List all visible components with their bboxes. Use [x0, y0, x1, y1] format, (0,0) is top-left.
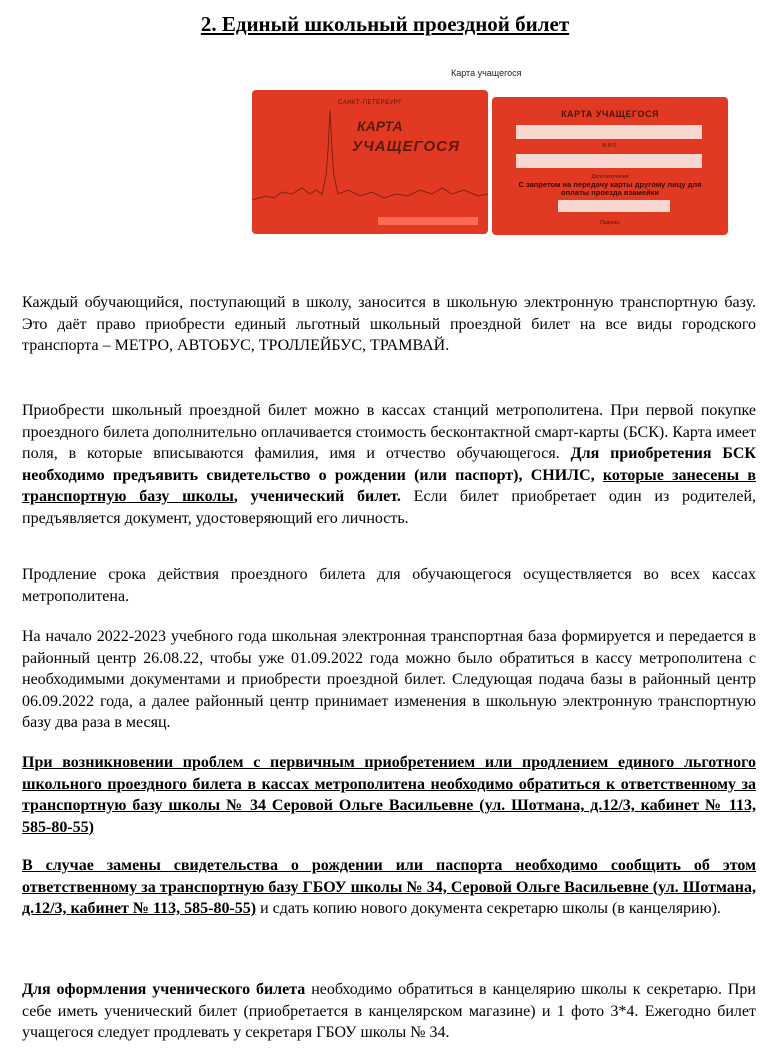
- document-change-instruction: и сдать копию нового документа секретарю школы (в канцелярию).: [256, 900, 721, 917]
- card-name-field: [516, 125, 702, 139]
- document-change-contact: В случае замены свидетельства о рождении или паспорта необходимо сообщить об этом ответственному за транспортную базу ГБОУ школы № 34, Серовой Ольге Васильевне (ул. Шотмана, д.12/3, кабинет № 113, 585-80-55): [22, 857, 756, 917]
- student-card-back-image: [492, 97, 728, 235]
- student-id-instruction: необходимо обратиться в канцелярию школы к секретарю. При себе иметь ученический билет (приобретается в канцелярском магазине) и 1 фото 3*4. Ежегодно билет учащегося следует продлевать у секретаря ГБОУ школы № 34.: [22, 981, 756, 1041]
- purchase-student-id: , ученический билет.: [233, 488, 401, 505]
- paragraph-problems-contact: При возникновении проблем с первичным приобретением или продлением единого льготного школьного проездного билета в кассах метрополитена необходимо обратиться к ответственному за транспортную базу школы № 34 Серовой Ольге Васильевне (ул. Шотмана, д.12/3, кабинет № 113, 585-80-55): [22, 754, 756, 836]
- paragraph-student-id: [22, 979, 756, 1044]
- purchase-text-intro: Приобрести школьный проездной билет можно в кассах станций метрополитена. При первой покупке проездного билета дополнительно оплачивается стоимость бесконтактной смарт-карты (БСК). Карта имеет поля, в которые вписываются фамилия, имя и отчество обучающегося.: [22, 402, 756, 462]
- card-date-field: [516, 154, 702, 168]
- paragraph-schedule: На начало 2022-2023 учебного года школьная электронная транспортная база формируется и передается в районный центр 26.08.22, чтобы уже 01.09.2022 года можно было обратиться в кассу метрополитена с необходимыми документами и приобрести проездной билет. Следующая подача базы в районный центр 06.09.2022 года, а далее районный центр принимает изменения в школьную электронную транспортную базу два раза в месяц.: [22, 628, 756, 731]
- purchase-base-note: которые занесены в транспортную базу школы: [22, 466, 756, 505]
- card-number-strip: [378, 217, 478, 225]
- paragraph-renewal: Продление срока действия проездного билета для обучающегося осуществляется во всех кассах метрополитена.: [22, 566, 756, 605]
- page-title: 2. Единый школьный проездной билет: [200, 12, 570, 36]
- cards-caption: Карта учащегося: [451, 68, 522, 78]
- card-fio-label: Ф.И.О.: [602, 143, 618, 149]
- purchase-parent-note: Если билет приобретает один из родителей, предъявляется документ, удостоверяющий его личность.: [22, 488, 756, 527]
- paragraph-transport-base: Каждый обучающийся, поступающий в школу, заносится в школьную электронную транспортную базу. Это даёт право приобрести единый льготный школьный проездной билет на все виды городского транспорта – МЕТРО, АВТОБУС, ТРОЛЛЕЙБУС, ТРАМВАЙ.: [22, 294, 756, 354]
- paragraph-document-change: [22, 855, 756, 920]
- paragraph-purchase: [22, 400, 756, 529]
- student-id-heading: Для оформления ученического билета: [22, 981, 306, 998]
- purchase-requirements: Для приобретения БСК необходимо предъявить свидетельство о рождении (или паспорт), СНИЛС,: [22, 445, 757, 484]
- city-skyline-graphic: [252, 90, 488, 234]
- student-card-front-image: [252, 90, 488, 234]
- card-city-label: САНКТ-ПЕТЕРБУРГ: [338, 100, 403, 106]
- card-date-label: Дата получения: [591, 174, 629, 180]
- card-signature-field: [558, 200, 670, 212]
- card-front-line2: УЧАЩЕГОСЯ: [352, 138, 460, 155]
- card-front-line1: КАРТА: [357, 118, 403, 134]
- card-back-title: КАРТА УЧАЩЕГОСЯ: [561, 109, 659, 119]
- card-warning-text: С запретом на передачу карты другому лицу для оплаты проезда взамейки: [518, 180, 702, 197]
- card-signature-label: Подпись: [600, 220, 620, 226]
